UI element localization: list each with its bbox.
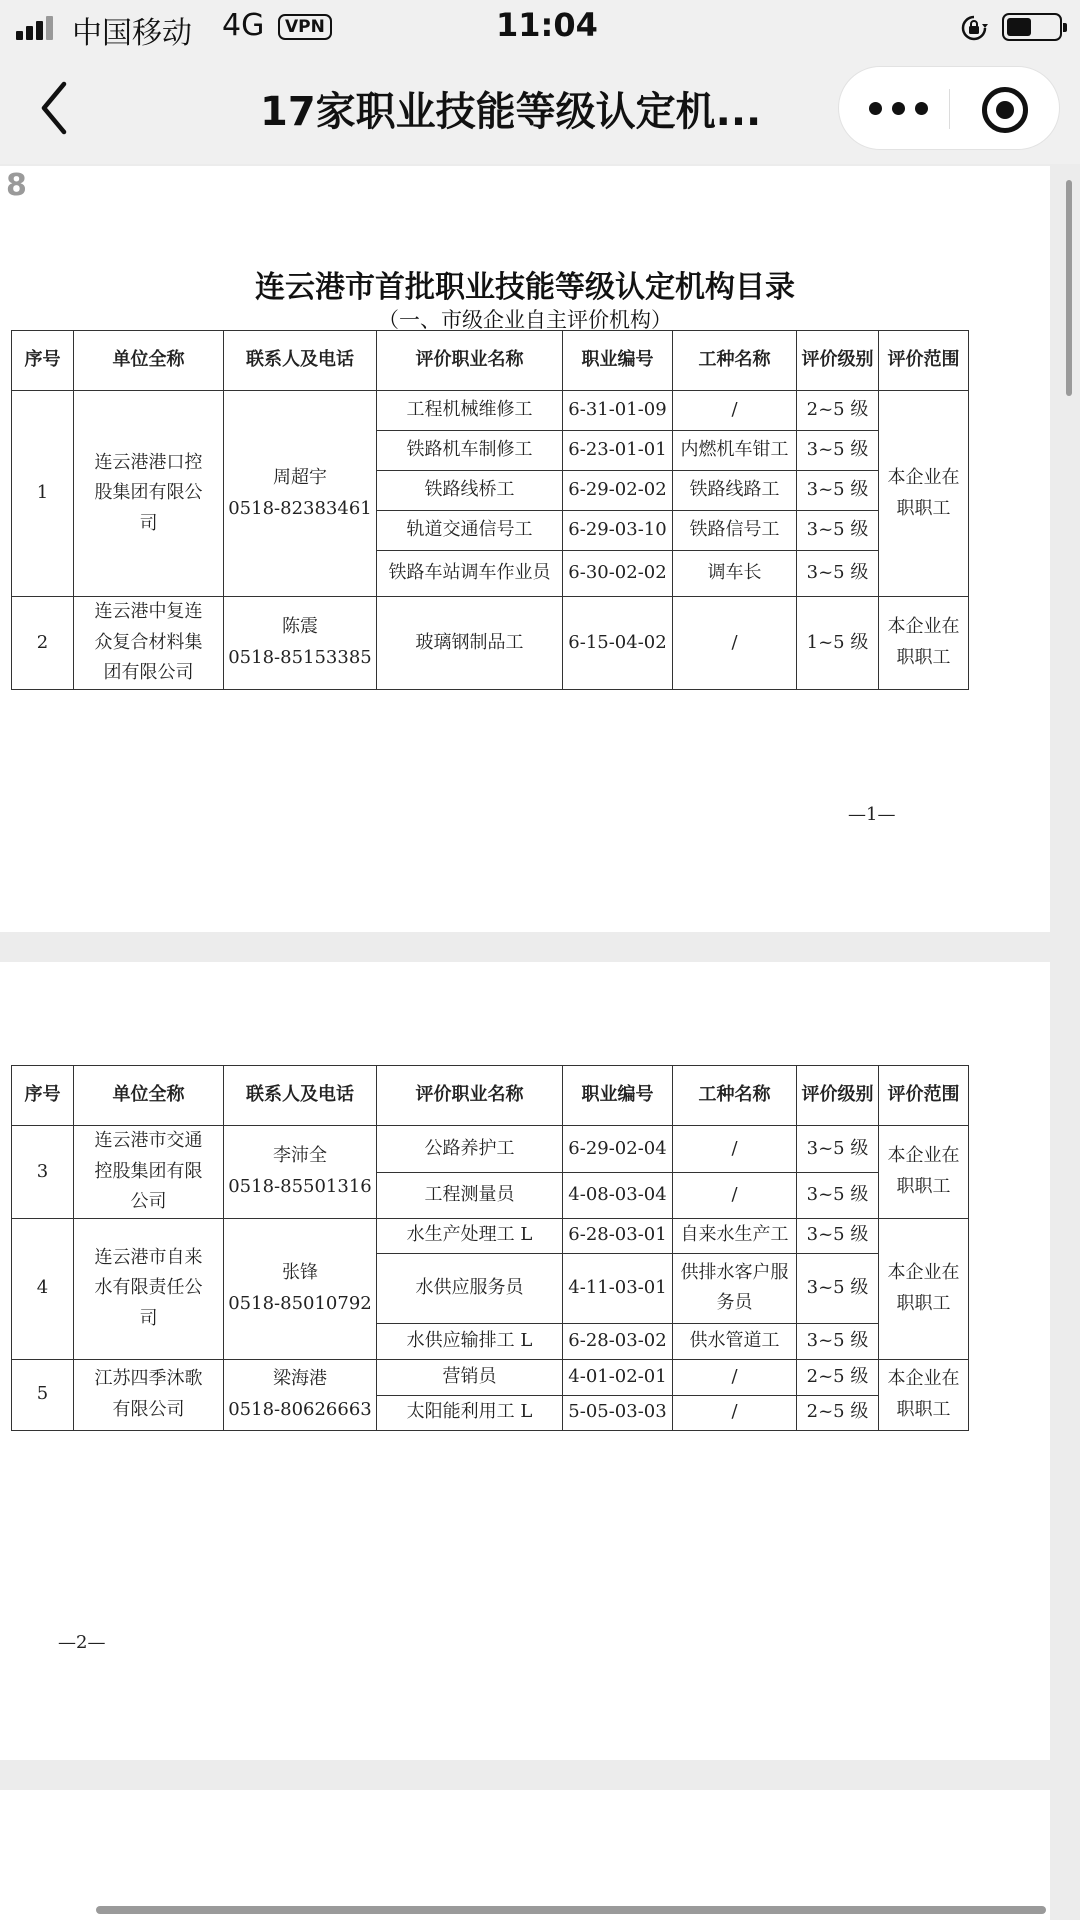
job-level: 3~5 级 xyxy=(797,1253,879,1323)
document-subtitle: （一、市级企业自主评价机构） xyxy=(378,308,672,332)
table-row xyxy=(12,1359,969,1395)
header-contact: 联系人及电话 xyxy=(224,331,377,391)
more-dots-icon[interactable] xyxy=(869,97,929,121)
job-type: 内燃机车钳工 xyxy=(673,431,797,471)
header-job: 评价职业名称 xyxy=(377,331,563,391)
battery-icon xyxy=(1002,13,1062,41)
status-time: 11:04 xyxy=(496,6,598,44)
org-contact: 陈震 0518-85153385 xyxy=(224,597,377,690)
document-page-2 xyxy=(0,962,1050,1760)
job-level: 3~5 级 xyxy=(797,471,879,511)
job-name: 水供应服务员 xyxy=(377,1253,563,1323)
vertical-scrollbar[interactable] xyxy=(1066,180,1072,396)
job-name: 铁路线桥工 xyxy=(377,471,563,511)
vpn-badge: VPN xyxy=(278,14,332,40)
org-unit-name: 连云港市交通 控股集团有限 公司 xyxy=(74,1126,224,1219)
job-type: 自来水生产工 xyxy=(673,1218,797,1253)
org-seq: 5 xyxy=(12,1359,74,1430)
page-indicator: 8 xyxy=(6,168,27,203)
org-unit-name: 江苏四季沐歌 有限公司 xyxy=(74,1359,224,1430)
job-code: 6-30-02-02 xyxy=(563,551,673,597)
org-unit-name: 连云港港口控 股集团有限公 司 xyxy=(74,391,224,597)
rotation-lock-icon xyxy=(960,14,988,42)
org-contact: 李沛全 0518-85501316 xyxy=(224,1126,377,1219)
job-code: 6-28-03-02 xyxy=(563,1323,673,1359)
page-footer-2: —2— xyxy=(58,1632,106,1653)
job-code: 6-23-01-01 xyxy=(563,431,673,471)
job-name: 轨道交通信号工 xyxy=(377,511,563,551)
job-type: / xyxy=(673,1126,797,1173)
org-contact: 梁海港 0518-80626663 xyxy=(224,1359,377,1430)
header-unit: 单位全称 xyxy=(74,1066,224,1126)
org-scope: 本企业在 职职工 xyxy=(879,1218,969,1359)
header-scope: 评价范围 xyxy=(879,331,969,391)
org-unit-name: 连云港中复连 众复合材料集 团有限公司 xyxy=(74,597,224,690)
org-seq: 1 xyxy=(12,391,74,597)
job-level: 3~5 级 xyxy=(797,511,879,551)
job-type: 供排水客户服 务员 xyxy=(673,1253,797,1323)
job-code: 6-29-02-04 xyxy=(563,1126,673,1173)
job-type: / xyxy=(673,1173,797,1219)
job-type: 调车长 xyxy=(673,551,797,597)
job-type: 铁路线路工 xyxy=(673,471,797,511)
job-type: 供水管道工 xyxy=(673,1323,797,1359)
header-type: 工种名称 xyxy=(673,1066,797,1126)
job-level: 1~5 级 xyxy=(797,597,879,690)
header-scope: 评价范围 xyxy=(879,1066,969,1126)
table-row xyxy=(12,1126,969,1173)
job-level: 2~5 级 xyxy=(797,1395,879,1430)
job-name: 水生产处理工 L xyxy=(377,1218,563,1253)
job-code: 4-08-03-04 xyxy=(563,1173,673,1219)
institution-table-page-1 xyxy=(11,330,969,690)
org-contact: 周超宇 0518-82383461 xyxy=(224,391,377,597)
org-scope: 本企业在 职职工 xyxy=(879,1359,969,1430)
header-seq: 序号 xyxy=(12,331,74,391)
back-chevron-icon[interactable] xyxy=(34,76,78,140)
job-name: 铁路车站调车作业员 xyxy=(377,551,563,597)
header-unit: 单位全称 xyxy=(74,331,224,391)
org-contact: 张锋 0518-85010792 xyxy=(224,1218,377,1359)
job-code: 6-29-03-10 xyxy=(563,511,673,551)
header-code: 职业编号 xyxy=(563,1066,673,1126)
job-level: 3~5 级 xyxy=(797,1218,879,1253)
horizontal-scrollbar[interactable] xyxy=(96,1906,1046,1914)
job-code: 6-29-02-02 xyxy=(563,471,673,511)
job-type: 铁路信号工 xyxy=(673,511,797,551)
close-target-icon[interactable] xyxy=(982,87,1028,133)
job-level: 2~5 级 xyxy=(797,1359,879,1395)
job-code: 4-01-02-01 xyxy=(563,1359,673,1395)
header-code: 职业编号 xyxy=(563,331,673,391)
job-name: 水供应输排工 L xyxy=(377,1323,563,1359)
job-type: / xyxy=(673,1359,797,1395)
job-level: 3~5 级 xyxy=(797,431,879,471)
header-contact: 联系人及电话 xyxy=(224,1066,377,1126)
job-name: 工程测量员 xyxy=(377,1173,563,1219)
job-level: 3~5 级 xyxy=(797,551,879,597)
job-level: 2~5 级 xyxy=(797,391,879,431)
document-page-1 xyxy=(0,166,1050,932)
mini-program-capsule xyxy=(838,66,1060,150)
org-seq: 2 xyxy=(12,597,74,690)
job-name: 玻璃钢制品工 xyxy=(377,597,563,690)
header-type: 工种名称 xyxy=(673,331,797,391)
network-label: 4G xyxy=(222,8,265,43)
page-footer-1: —1— xyxy=(848,804,896,825)
page-title: 17家职业技能等级认定机... xyxy=(260,89,762,135)
job-name: 太阳能利用工 L xyxy=(377,1395,563,1430)
header-seq: 序号 xyxy=(12,1066,74,1126)
header-level: 评价级别 xyxy=(797,1066,879,1126)
institution-table-page-2 xyxy=(11,1065,969,1431)
document-title: 连云港市首批职业技能等级认定机构目录 xyxy=(255,270,795,305)
org-seq: 3 xyxy=(12,1126,74,1219)
org-seq: 4 xyxy=(12,1218,74,1359)
job-level: 3~5 级 xyxy=(797,1173,879,1219)
job-name: 铁路机车制修工 xyxy=(377,431,563,471)
job-name: 工程机械维修工 xyxy=(377,391,563,431)
org-scope: 本企业在 职职工 xyxy=(879,597,969,690)
capsule-divider xyxy=(949,89,950,129)
job-name: 营销员 xyxy=(377,1359,563,1395)
job-type: / xyxy=(673,1395,797,1430)
header-job: 评价职业名称 xyxy=(377,1066,563,1126)
status-bar xyxy=(0,0,1080,56)
header-level: 评价级别 xyxy=(797,331,879,391)
job-name: 公路养护工 xyxy=(377,1126,563,1173)
org-unit-name: 连云港市自来 水有限责任公 司 xyxy=(74,1218,224,1359)
job-code: 5-05-03-03 xyxy=(563,1395,673,1430)
table-row xyxy=(12,1218,969,1253)
table-row xyxy=(12,597,969,690)
job-code: 4-11-03-01 xyxy=(563,1253,673,1323)
job-code: 6-31-01-09 xyxy=(563,391,673,431)
job-level: 3~5 级 xyxy=(797,1323,879,1359)
document-page-3 xyxy=(0,1790,1050,1920)
job-type: / xyxy=(673,597,797,690)
org-scope: 本企业在 职职工 xyxy=(879,391,969,597)
carrier-label: 中国移动 xyxy=(72,16,192,51)
job-code: 6-28-03-01 xyxy=(563,1218,673,1253)
org-scope: 本企业在 职职工 xyxy=(879,1126,969,1219)
job-level: 3~5 级 xyxy=(797,1126,879,1173)
nav-bar xyxy=(0,56,1080,164)
table-row xyxy=(12,391,969,431)
job-type: / xyxy=(673,391,797,431)
job-code: 6-15-04-02 xyxy=(563,597,673,690)
